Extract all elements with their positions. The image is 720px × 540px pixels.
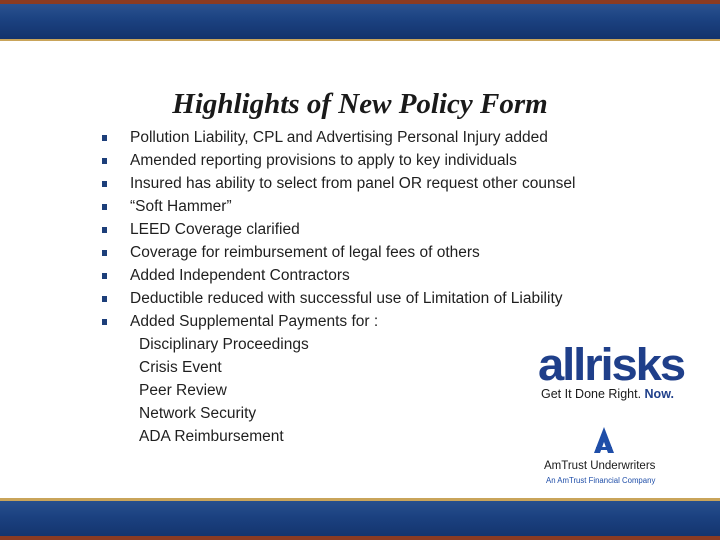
amtrust-subtitle: An AmTrust Financial Company bbox=[546, 476, 656, 485]
supplemental-list bbox=[139, 333, 309, 448]
bullet-item bbox=[95, 264, 575, 287]
bullet-marker-icon bbox=[102, 135, 107, 141]
bullet-text: Amended reporting provisions to apply to key individuals bbox=[130, 152, 517, 169]
bullet-item bbox=[95, 287, 575, 310]
bullet-marker-icon bbox=[102, 319, 107, 325]
bullet-text: Insured has ability to select from panel OR request other counsel bbox=[130, 175, 576, 192]
bullet-text: Deductible reduced with successful use of Limitation of Liability bbox=[130, 290, 563, 307]
bullet-marker-icon bbox=[102, 250, 107, 256]
bullet-marker-icon bbox=[102, 204, 107, 210]
supplemental-item: Peer Review bbox=[139, 382, 227, 399]
supplemental-item: Crisis Event bbox=[139, 359, 222, 376]
bullet-item bbox=[95, 195, 575, 218]
bottom-banner bbox=[0, 498, 720, 540]
bullet-text: Coverage for reimbursement of legal fees of others bbox=[130, 244, 480, 261]
amtrust-name: AmTrust Underwriters bbox=[544, 460, 656, 472]
bullet-item bbox=[95, 149, 575, 172]
bullet-marker-icon bbox=[102, 296, 107, 302]
bullet-list bbox=[95, 126, 575, 333]
supplemental-item: ADA Reimbursement bbox=[139, 428, 284, 445]
bullet-text: Pollution Liability, CPL and Advertising Personal Injury added bbox=[130, 129, 548, 146]
amtrust-logo bbox=[540, 423, 670, 493]
bullet-item bbox=[95, 218, 575, 241]
bullet-item bbox=[95, 310, 575, 333]
bullet-text: LEED Coverage clarified bbox=[130, 221, 300, 238]
bullet-item bbox=[95, 172, 575, 195]
bullet-item bbox=[95, 241, 575, 264]
top-banner bbox=[0, 0, 720, 40]
bullet-text: Added Independent Contractors bbox=[130, 267, 350, 284]
allrisks-tagline: Get It Done Right. Now. bbox=[541, 387, 674, 401]
bullet-marker-icon bbox=[102, 181, 107, 187]
allrisks-logo bbox=[538, 340, 688, 405]
bullet-text: “Soft Hammer” bbox=[130, 198, 232, 215]
slide-title: Highlights of New Policy Form bbox=[172, 88, 548, 120]
bullet-text: Added Supplemental Payments for : bbox=[130, 313, 379, 330]
supplemental-item: Disciplinary Proceedings bbox=[139, 336, 309, 353]
bullet-marker-icon bbox=[102, 158, 107, 164]
supplemental-item: Network Security bbox=[139, 405, 257, 422]
bullet-marker-icon bbox=[102, 273, 107, 279]
amtrust-a-icon bbox=[594, 427, 614, 453]
allrisks-wordmark: allrisks bbox=[538, 340, 686, 390]
bullet-item bbox=[95, 126, 575, 149]
bullet-marker-icon bbox=[102, 227, 107, 233]
